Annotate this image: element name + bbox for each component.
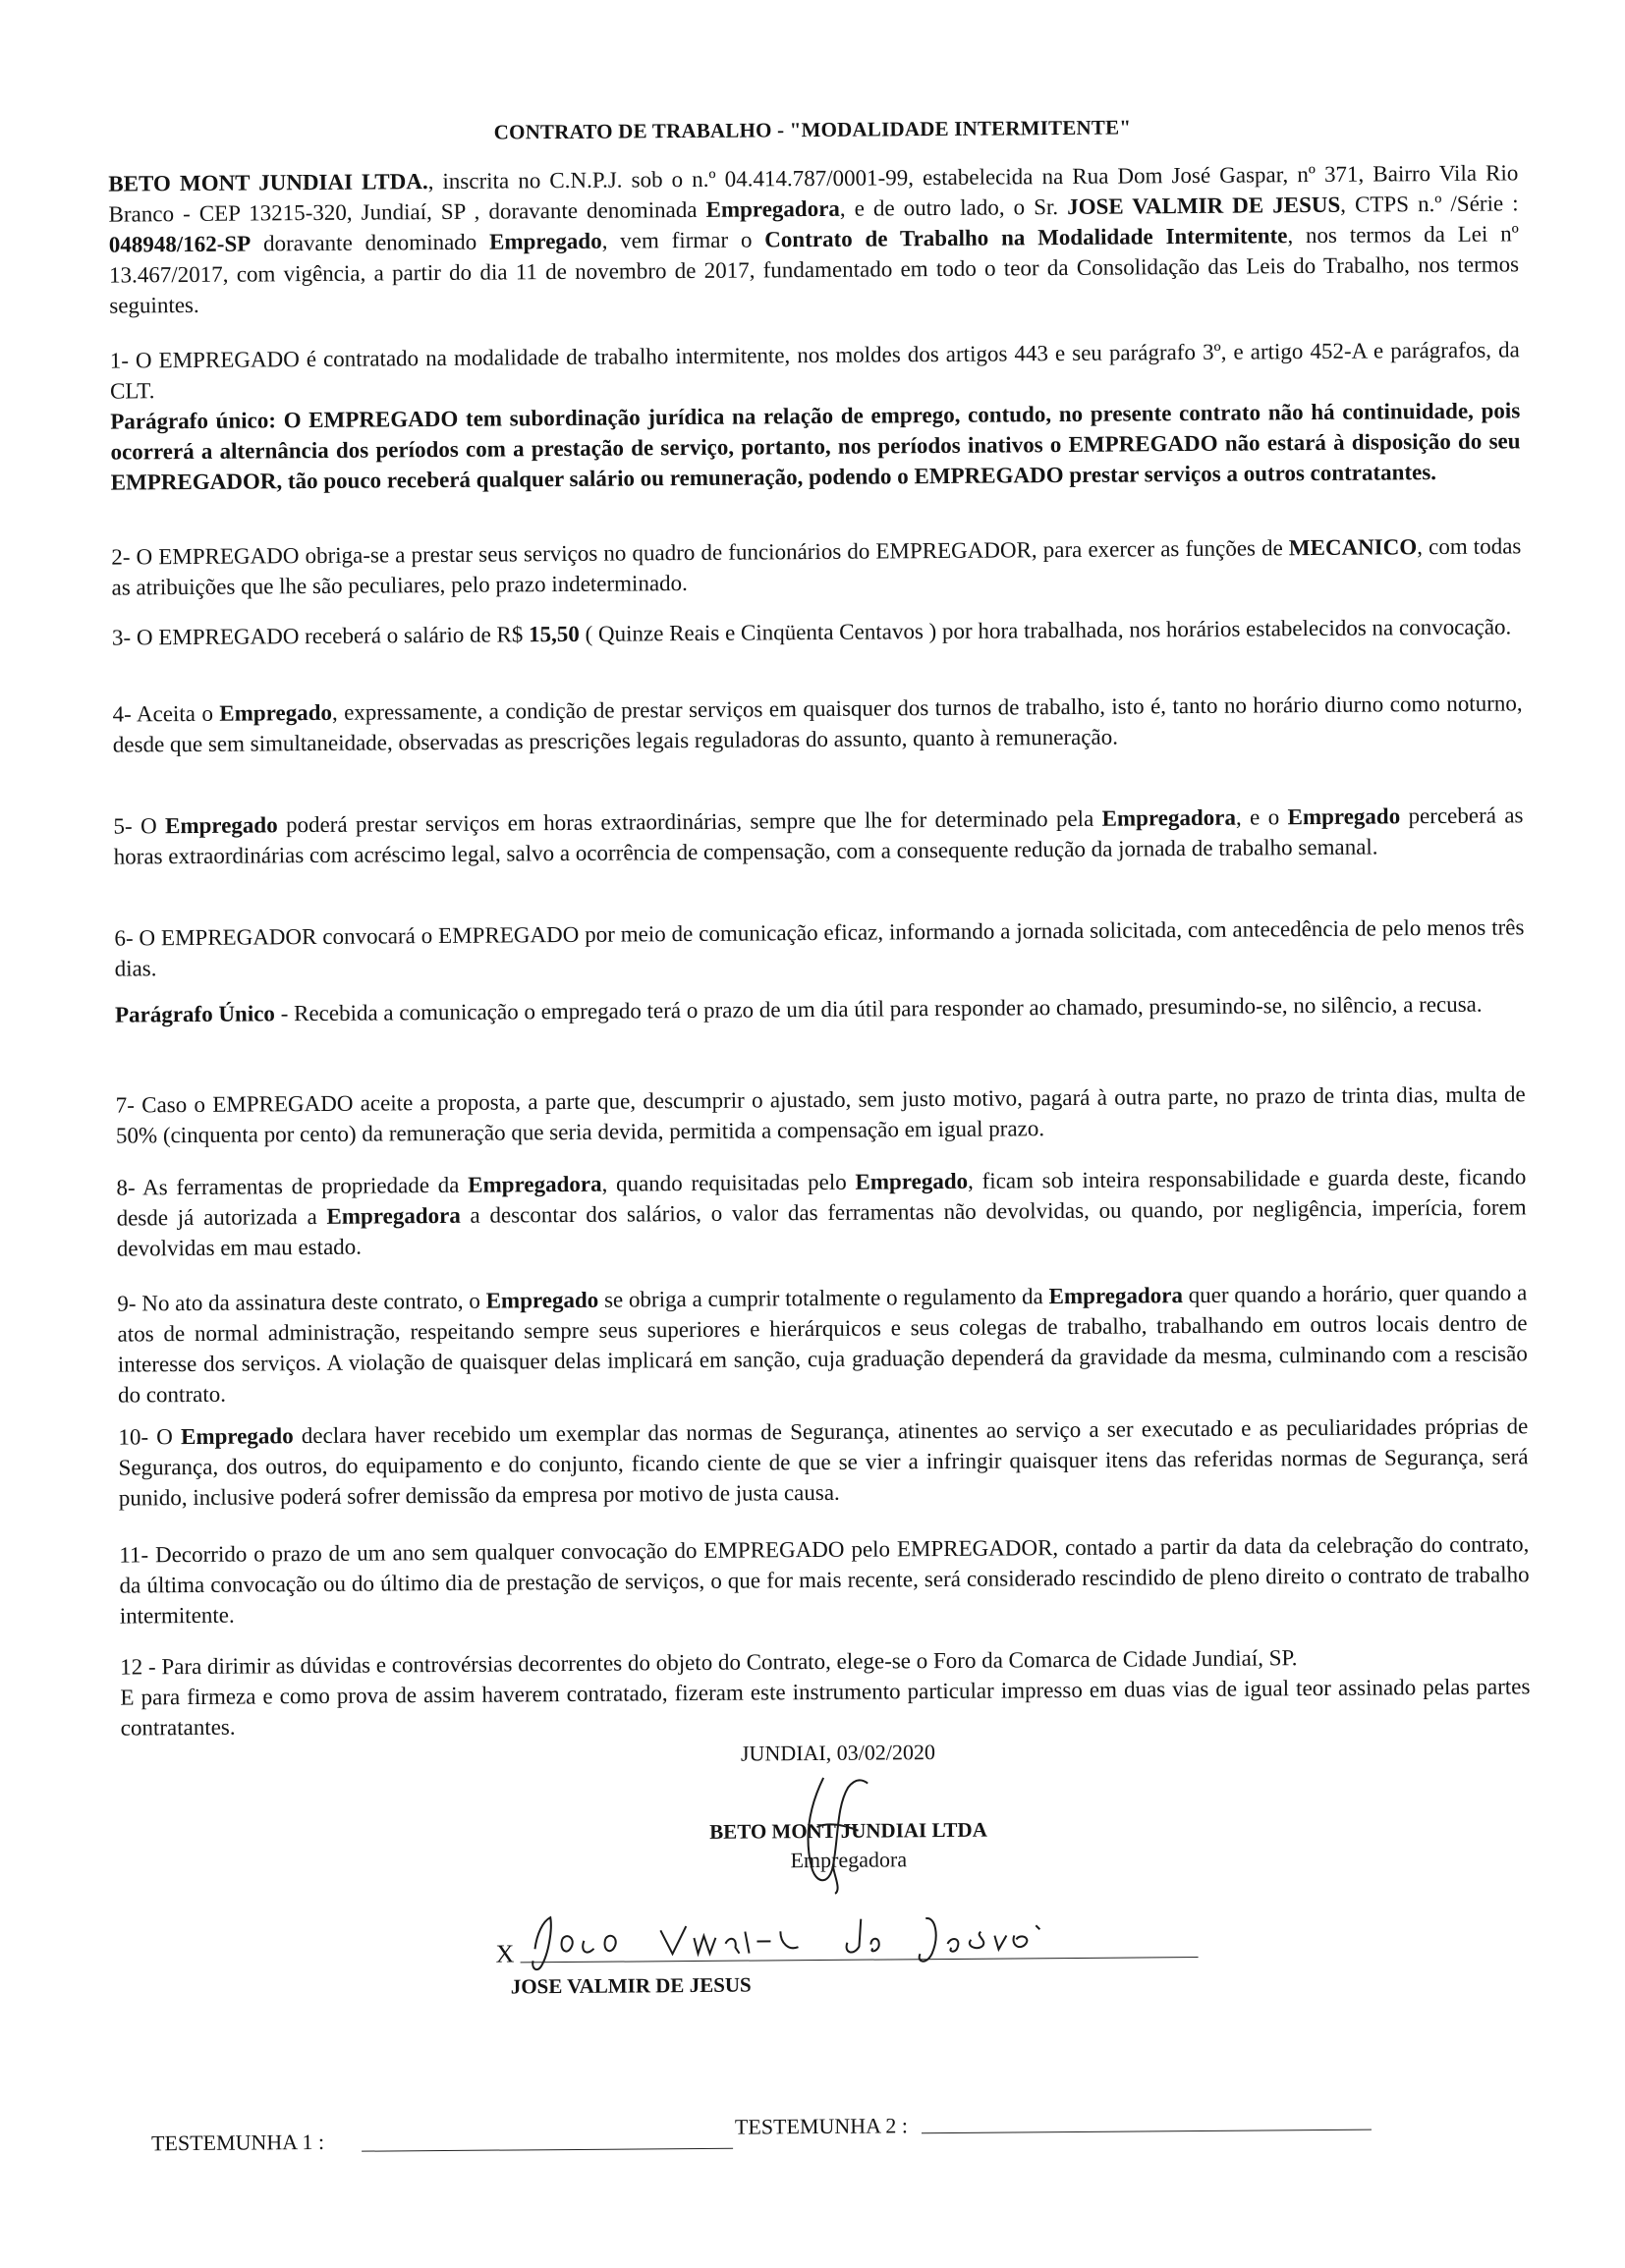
company-name: BETO MONT JUNDIAI LTDA. [108, 169, 428, 196]
intro-paragraph: BETO MONT JUNDIAI LTDA., inscrita no C.N.P.J. sob o n.º 04.414.787/0001-99, estabelecida na Rua Dom José Gaspar, nº 371, Bairro Vila Rio Branco - CEP 13215-320, Jundiaí, SP , doravante denominada Empregadora, e de outro lado, o Sr. JOSE VALMIR DE JESUS, CTPS n.º /Série : 048948/162-SP doravante denominado Empregado, vem firmar o Contrato de Trabalho na Modalidade Intermitente, nos termos da Lei nº 13.467/2017, com vigência, a partir do dia 11 de novembro de 2017, fundamentado em todo o teor da Consolidação das Leis do Trabalho, nos termos seguintes. [108, 160, 1520, 318]
contract-type: Contrato de Trabalho na Modalidade Intermitente [764, 223, 1288, 252]
clause-8: 8- As ferramentas de propriedade da Empregadora, quando requisitadas pelo Empregado, ficam sob inteira responsabilidade e guarda deste, ficando desde já autorizada a Empregadora a descontar dos salários, o valor das ferramentas não devolvidas, ou quando, por negligência, imperícia, forem devolvidas em mau estado. [116, 1164, 1527, 1261]
witness-2-label: TESTEMUNHA 2 : [734, 2113, 909, 2139]
witness-2-line [922, 2130, 1372, 2134]
clause-5: 5- O Empregado poderá prestar serviços em horas extraordinárias, sempre que lhe for determinado pela Empregadora, e o Empregado perceberá as horas extraordinárias com acréscimo legal, salvo a ocorrência de compensação, com a consequente redução da jornada de trabalho semanal. [113, 802, 1524, 869]
clause-10: 10- O Empregado declara haver recebido um exemplar das normas de Segurança, atinentes ao serviço a ser executado e as peculiaridades próprias de Segurança, dos outros, do equipamento e do conjunto, ficando ciente de que se vier a infringir quaisquer itens das referidas normas de Segurança, será punido, inclusive poderá sofrer demissão da empresa por motivo de justa causa. [118, 1413, 1529, 1511]
clause-1: 1- O EMPREGADO é contratado na modalidade de trabalho intermitente, nos moldes dos artigos 443 e seu parágrafo 3º, e artigo 452-A e parágrafos, da CLT. Parágrafo único: O EMPREGADO tem subordinação jurídica na relação de emprego, contudo, no presente contrato não há continuidade, pois ocorrerá a alternância dos períodos com a prestação de serviço, portanto, nos períodos inativos o EMPREGADO não estará à disposição do seu EMPREGADOR, tão pouco receberá qualquer salário ou remuneração, podendo o EMPREGADO prestar serviços a outros contratantes. [110, 334, 1521, 497]
employee-signature-name: JOSE VALMIR DE JESUS [510, 1972, 752, 1999]
witness-1-label: TESTEMUNHA 1 : [150, 2129, 325, 2156]
clause-2: 2- O EMPREGADO obriga-se a prestar seus serviços no quadro de funcionários do EMPREGADOR, para exercer as funções de MECANICO, com todas as atribuições que lhe são peculiares, pelo prazo indeterminado. [111, 533, 1522, 600]
document-title: CONTRATO DE TRABALHO - "MODALIDADE INTERMITENTE" [493, 115, 1132, 144]
clause-1-sole-paragraph: Parágrafo único: O EMPREGADO tem subordinação jurídica na relação de emprego, contudo, no presente contrato não há continuidade, pois ocorrerá a alternância dos períodos com a prestação de serviço, portanto, nos períodos inativos o EMPREGADO não estará à disposição do seu EMPREGADOR, tão pouco receberá qualquer salário ou remuneração, podendo o EMPREGADO prestar serviços a outros contratantes. [110, 398, 1521, 495]
clause-12: 12 - Para dirimir as dúvidas e controvérsias decorrentes do objeto do Contrato, elege-se o Foro da Comarca de Cidade Jundiaí, SP. E para firmeza e como prova de assim haverem contratado, fizeram este instrumento particular impresso em duas vias de igual teor assinado pelas partes contratantes. [120, 1640, 1531, 1742]
ctps-number: 048948/162-SP [108, 231, 252, 257]
clause-7: 7- Caso o EMPREGADO aceite a proposta, a parte que, descumprir o ajustado, sem justo motivo, pagará à outra parte, no prazo de trinta dias, multa de 50% (cinquenta por cento) da remuneração que seria devida, permitida a compensação em igual prazo. [115, 1081, 1526, 1148]
closing-statement: E para firmeza e como prova de assim haverem contratado, fizeram este instrumento particular impresso em duas vias de igual teor assinado pelas partes contratantes. [120, 1674, 1531, 1741]
employer-handwritten-signature [789, 1768, 878, 1897]
clause-4: 4- Aceita o Empregado, expressamente, a condição de prestar serviços em quaisquer dos turnos de trabalho, isto é, tanto no horário diurno como noturno, desde que sem simultaneidade, observadas as prescrições legais reguladoras do assunto, quanto à remuneração. [112, 691, 1523, 757]
clause-6: 6- O EMPREGADOR convocará o EMPREGADO por meio de comunicação eficaz, informando a jornada solicitada, com antecedência de pelo menos três dias. [114, 914, 1525, 981]
employee-handwritten-signature [523, 1896, 1074, 1978]
clause-6-sole-paragraph: Parágrafo Único - Recebida a comunicação o empregado terá o prazo de um dia útil para responder ao chamado, presumindo-se, no silêncio, a recusa. [114, 991, 1483, 1027]
witness-1-line [362, 2148, 733, 2152]
job-role: MECANICO [1288, 534, 1418, 561]
clause-3: 3- O EMPREGADO receberá o salário de R$ 15,50 ( Quinze Reais e Cinqüenta Centavos ) por hora trabalhada, nos horários estabelecidos na convocação. [111, 614, 1512, 650]
employee-x-mark: X [495, 1939, 515, 1968]
employee-name: JOSE VALMIR DE JESUS [1067, 192, 1341, 219]
employer-signature-name: BETO MONT JUNDIAI LTDA [709, 1817, 987, 1844]
hourly-wage: 15,50 [528, 621, 580, 647]
clause-11: 11- Decorrido o prazo de um ano sem qualquer convocação do EMPREGADO pelo EMPREGADOR, contado a partir da data da celebração do contrato, da última convocação ou do último dia de prestação de serviços, o que for mais recente, será considerado rescindido de pleno direito o contrato de trabalho intermitente. [119, 1531, 1530, 1629]
clause-9: 9- No ato da assinatura deste contrato, o Empregado se obriga a cumprir totalmente o regulamento da Empregadora quer quando a horário, quer quando a atos de normal administração, respeitando sempre seus superiores e hierárquicos e seus colegas de trabalho, trabalhando em outros locais dentro de interesse dos serviços. A violação de quaisquer delas implicará em sanção, cuja graduação dependerá da gravidade da mesma, culminando com a rescisão do contrato. [117, 1280, 1528, 1408]
employer-signature-role: Empregadora [790, 1847, 908, 1873]
place-date: JUNDIAI, 03/02/2020 [740, 1740, 936, 1766]
